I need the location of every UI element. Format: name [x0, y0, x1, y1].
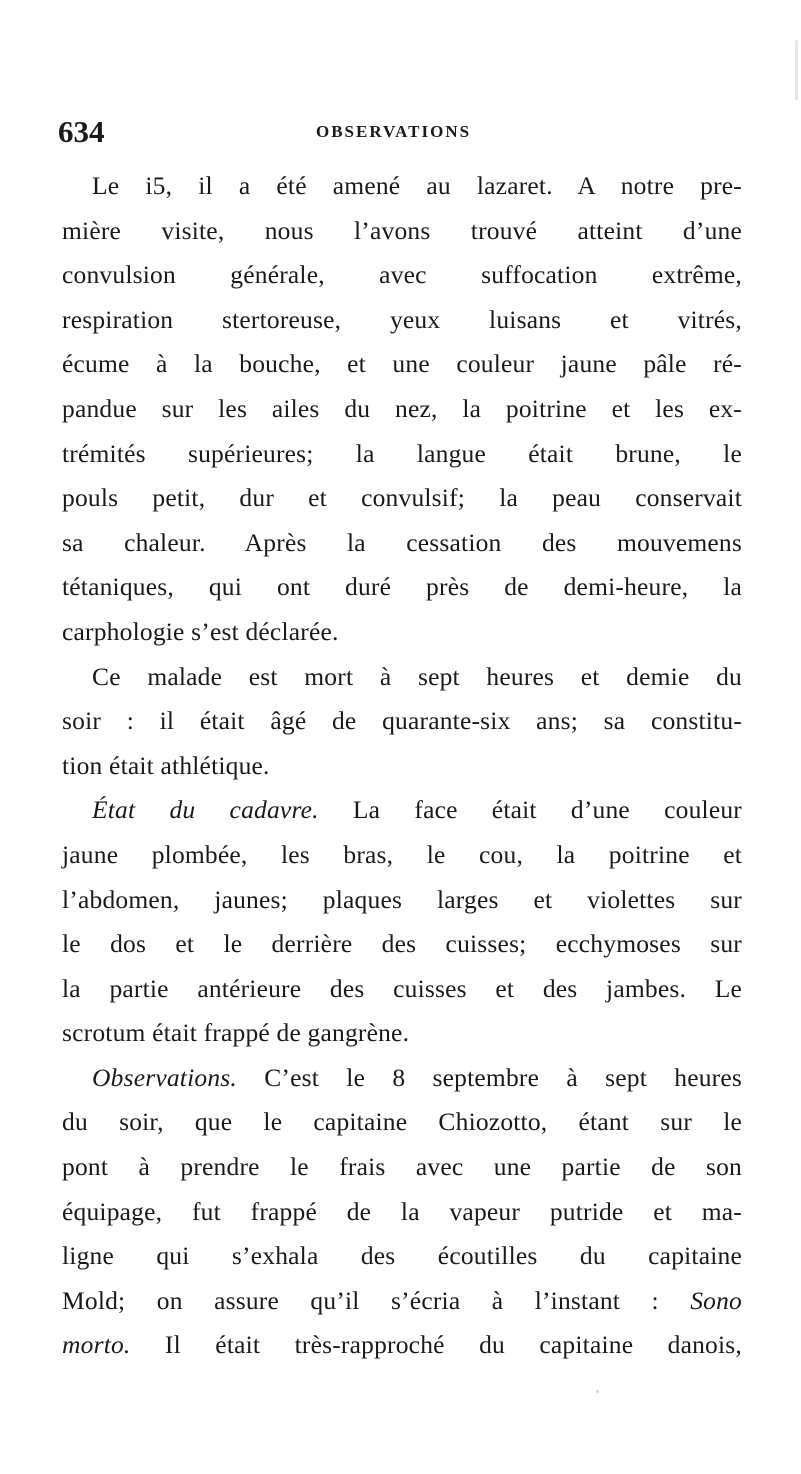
text-line	[62, 1145, 742, 1190]
line-text: ligne qui s’exhala des écoutilles du capitaine	[62, 1241, 742, 1271]
text-line	[62, 432, 742, 477]
line-text: tion était athlétique.	[62, 750, 270, 780]
text-line	[62, 833, 742, 878]
line-text: La face était d’une couleur	[318, 795, 742, 825]
text-line	[62, 1056, 742, 1101]
text-line	[62, 565, 742, 610]
text-line	[62, 1011, 742, 1056]
scan-edge	[795, 40, 798, 100]
line-text: Le i5, il a été amené au lazaret. A notre pre-	[92, 171, 742, 200]
text-line	[62, 1234, 742, 1279]
text-line	[62, 878, 742, 923]
text-line	[62, 476, 742, 521]
line-text: soir : il était âgé de quarante-six ans; sa constitu-	[62, 706, 742, 736]
line-text: pont à prendre le frais avec une partie de son	[62, 1152, 742, 1182]
italic-quote: Sono	[690, 1285, 742, 1315]
line-text: tétaniques, qui ont duré près de demi-heure, la	[62, 572, 742, 602]
line-text: écume à la bouche, et une couleur jaune pâle ré-	[62, 349, 742, 379]
line-text: convulsion générale, avec suffocation extrême,	[62, 260, 742, 290]
line-text: Mold; on assure qu’il s’écria à l’instant :	[62, 1285, 691, 1315]
scan-speck	[596, 1390, 599, 1393]
body-text	[62, 164, 742, 1368]
text-line	[62, 699, 742, 744]
line-text: respiration stertoreuse, yeux luisans et vitrés,	[62, 304, 742, 334]
text-line	[62, 1190, 742, 1235]
line-text: Ce malade est mort à sept heures et demie du	[92, 661, 742, 691]
italic-heading: État du cadavre.	[92, 795, 319, 825]
line-text: la partie antérieure des cuisses et des jambes. Le	[62, 973, 742, 1003]
text-line	[62, 253, 742, 298]
italic-heading: Observations.	[92, 1062, 237, 1092]
text-line	[62, 387, 742, 432]
line-text: du soir, que le capitaine Chiozotto, étant sur le	[62, 1107, 742, 1137]
text-line	[62, 209, 742, 254]
running-title: OBSERVATIONS	[316, 122, 472, 141]
text-line	[62, 1323, 742, 1368]
line-text: mière visite, nous l’avons trouvé atteint d’une	[62, 215, 742, 245]
line-text: jaune plombée, les bras, le cou, la poitrine et	[62, 839, 742, 869]
running-head	[58, 112, 618, 152]
text-line	[62, 521, 742, 566]
text-line	[62, 1100, 742, 1145]
line-text: l’abdomen, jaunes; plaques larges et violettes sur	[62, 884, 742, 914]
line-text: trémités supérieures; la langue était brune, le	[62, 438, 742, 468]
line-text: sa chaleur. Après la cessation des mouvemens	[62, 527, 742, 557]
line-text: pandue sur les ailes du nez, la poitrine et les ex-	[62, 393, 742, 423]
line-text: scrotum était frappé de gangrène.	[62, 1018, 410, 1048]
text-line	[62, 298, 742, 343]
text-line	[62, 1279, 742, 1324]
line-text: carphologie s’est déclarée.	[62, 616, 339, 646]
line-text: C’est le 8 septembre à sept heures	[236, 1062, 742, 1092]
line-text: équipage, fut frappé de la vapeur putride et ma-	[62, 1196, 742, 1226]
line-text: pouls petit, dur et convulsif; la peau conservait	[62, 483, 742, 513]
line-text: le dos et le derrière des cuisses; ecchymoses sur	[62, 929, 742, 959]
text-line	[62, 655, 742, 700]
text-line	[62, 744, 742, 789]
text-line	[62, 164, 742, 209]
text-line	[62, 922, 742, 967]
italic-heading: morto.	[62, 1330, 131, 1360]
text-line	[62, 342, 742, 387]
text-line	[62, 788, 742, 833]
text-line	[62, 610, 742, 655]
page-number: 634	[58, 114, 105, 149]
line-text: Il était très-rapproché du capitaine danois,	[130, 1330, 742, 1360]
text-line	[62, 967, 742, 1012]
